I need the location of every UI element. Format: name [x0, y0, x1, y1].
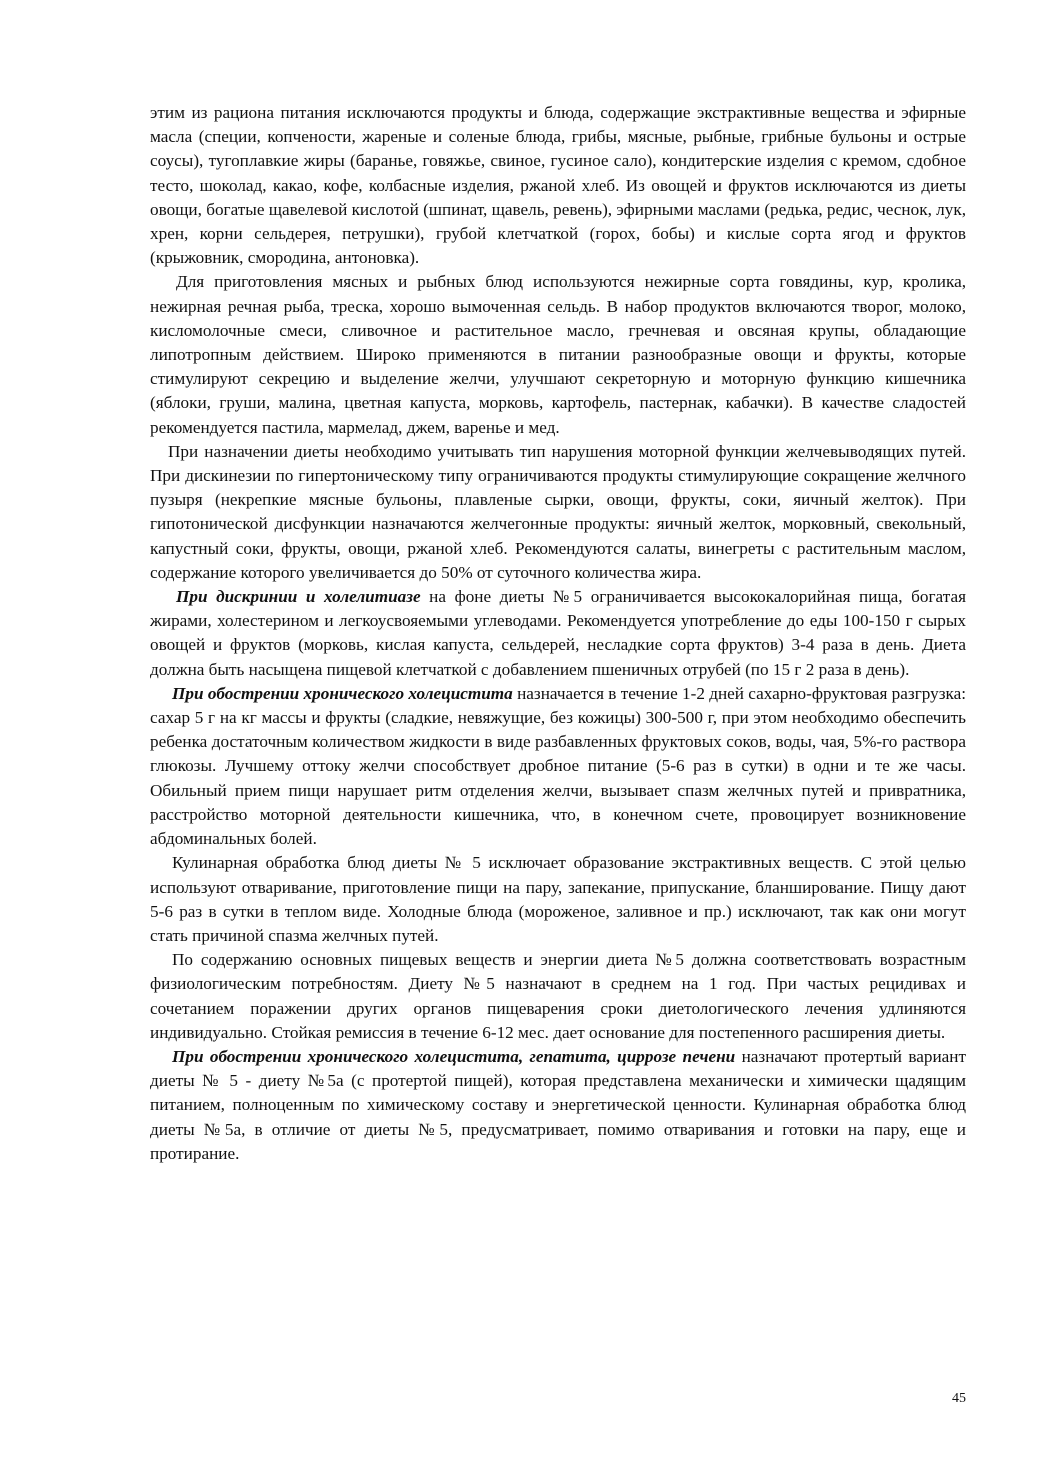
paragraph-5-lead: При обострении хронического холецистита	[172, 683, 513, 703]
paragraph-4-lead: При дискринии и холелитиазе	[176, 587, 421, 607]
document-body	[150, 101, 966, 1166]
paragraph-8	[150, 1045, 966, 1166]
paragraph-1: этим из рациона питания исключаются продукты и блюда, содержащие экстрактивные вещества и эфирные масла (специи, копчености, жареные и соленые блюда, грибы, мясные, рыбные, грибные бульоны и острые соусы), тугоплавкие жиры (баранье, говяжье, свиное, гусиное сало), кондитерские изделия с кремом, сдобное тесто, шоколад, какао, кофе, колбасные изделия, ржаной хлеб. Из овощей и фруктов исключаются из диеты овощи, богатые щавелевой кислотой (шпинат, щавель, ревень), эфирными маслами (редька, редис, чеснок, лук, хрен, корни сельдерея, петрушки), грубой клетчаткой (горох, бобы) и кислые сорта ягод и фруктов (крыжовник, смородина, антоновка).	[150, 103, 966, 268]
paragraph-2: Для приготовления мясных и рыбных блюд используются нежирные сорта говядины, кур, кролика, нежирная речная рыба, треска, хорошо вымоченная сельдь. В набор продуктов включаются творог, молоко, кисломолочные смеси, сливочное и растительное масло, гречневая и овсяная крупы, обладающие липотропным действием. Широко применяются в питании разнообразные овощи и фрукты, которые стимулируют секрецию и выделение желчи, улучшают секреторную и моторную функцию кишечника (яблоки, груши, малина, цветная капуста, морковь, картофель, пастернак, кабачки). В качестве сладостей рекомендуется пастила, мармелад, джем, варенье и мед.	[150, 272, 966, 437]
paragraph-8-text: назначают протертый вариант диеты № 5 - диету №5а (с протертой пищей), которая представлена механически и химически щадящим питанием, полноценным по химическому составу и энергетической ценности. Кулинарная обработка блюд диеты №5а, в отличие от диеты №5, предусматривает, помимо отваривания и готовки на пару, еще и протирание.	[150, 1046, 966, 1163]
paragraph-5	[150, 682, 966, 851]
page-number: 45	[952, 1391, 966, 1406]
paragraph-3: При назначении диеты необходимо учитывать тип нарушения моторной функции желчевыводящих путей. При дискинезии по гипертоническому типу ограничиваются продукты стимулирующие сокращение желчного пузыря (некрепкие мясные бульоны, плавленые сырки, овощи, фрукты, соки, яичный желток). При гипотонической дисфункции назначаются желчегонные продукты: яичный желток, морковный, свекольный, капустный соки, фрукты, овощи, ржаной хлеб. Рекомендуются салаты, винегреты с растительным маслом, содержание которого увеличивается до 50% от суточного количества жира.	[150, 441, 966, 582]
paragraph-6: Кулинарная обработка блюд диеты № 5 исключает образование экстрактивных веществ. С этой целью используют отваривание, приготовление пищи на пару, запекание, припускание, бланширование. Пищу дают 5-6 раз в сутки в теплом виде. Холодные блюда (мороженое, заливное и пр.) исключают, так как они могут стать причиной спазма желчных путей.	[150, 853, 966, 945]
paragraph-4-text: на фоне диеты №5 ограничивается высококалорийная пища, богатая жирами, холестерином и легкоусвояемыми углеводами. Рекомендуется употребление до еды 100-150 г сырых овощей и фруктов (морковь, кислая капуста, сельдерей, несладкие сорта фруктов) 3-4 раза в день. Диета должна быть насыщена пищевой клетчаткой с добавлением пшеничных отрубей (по 15 г 2 раза в день).	[150, 587, 967, 679]
paragraph-7: По содержанию основных пищевых веществ и энергии диета №5 должна соответствовать возрастным физиологическим потребностям. Диету №5 назначают в среднем на 1 год. При частых рецидивах и сочетанием поражении других органов пищеварения сроки диетологического лечения удлиняются индивидуально. Стойкая ремиссия в течение 6-12 мес. дает основание для постепенного расширения диеты.	[150, 950, 966, 1042]
paragraph-4	[150, 585, 966, 682]
paragraph-8-lead: При обострении хронического холецистита, гепатита, циррозе печени	[172, 1046, 736, 1066]
paragraph-5-text: назначается в течение 1-2 дней сахарно-фруктовая разгрузка: сахар 5 г на кг массы и фрукты (сладкие, невяжущие, без кожицы) 300-500 г, при этом необходимо обеспечить ребенка достаточным количеством жидкости в виде разбавленных фруктовых соков, воды, чая, 5%-го раствора глюкозы. Лучшему оттоку желчи способствует дробное питание (5-6 раз в сутки) в одни и те же часы. Обильный прием пищи нарушает ритм отделения желчи, вызывает спазм желчных путей и привратника, расстройство моторной деятельности кишечника, что, в конечном счете, провоцирует возникновение абдоминальных болей.	[150, 683, 966, 849]
